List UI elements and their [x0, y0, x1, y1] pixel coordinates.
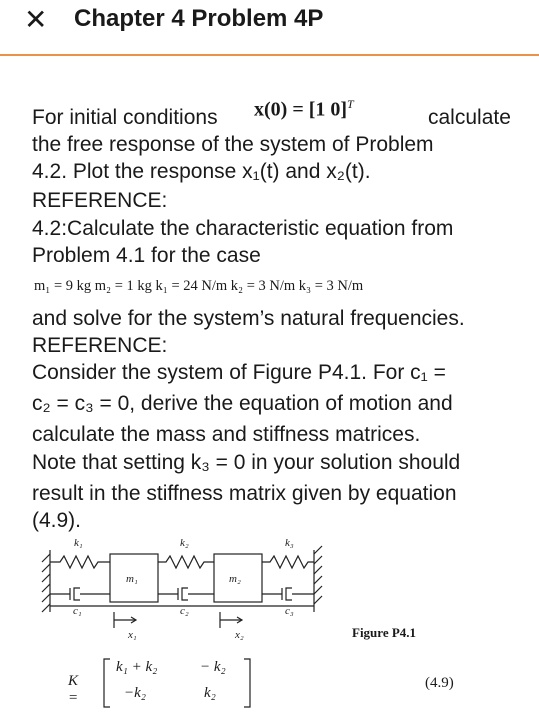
- mass-spring-damper-figure: [30, 532, 340, 644]
- damper-c3: [262, 588, 314, 600]
- reference-2-line-3: calculate the mass and stiffness matrices.: [32, 423, 421, 446]
- label-m2: m₂: [229, 573, 241, 585]
- parameter-values: m₁ = 9 kg m₂ = 1 kg k₁ = 24 N/m k₂ = 3 N/m k₃ = 3 N/m: [34, 278, 364, 294]
- label-k3: k₃: [285, 537, 294, 549]
- matrix-a22: k₂: [204, 685, 216, 701]
- reference-heading-1: REFERENCE:: [32, 189, 168, 212]
- label-c2: c₂: [180, 605, 189, 617]
- reference-2-line-1: Consider the system of Figure P4.1. For c₁ =: [32, 361, 446, 384]
- label-x1: x₁: [128, 629, 137, 641]
- reference-1-line-2: Problem 4.1 for the case: [32, 244, 261, 267]
- matrix-lhs: K =: [68, 673, 79, 706]
- header-bar: [0, 0, 539, 56]
- damper-c1: [50, 588, 110, 600]
- label-k1: k₁: [74, 537, 83, 549]
- matrix-a21: −k₂: [124, 685, 146, 701]
- close-icon[interactable]: ✕: [24, 4, 48, 35]
- after-params-line: and solve for the system’s natural frequencies.: [32, 307, 465, 330]
- damper-c2: [158, 588, 214, 600]
- reference-2-line-5: result in the stiffness matrix given by equation: [32, 482, 457, 505]
- spring-k1: [50, 556, 110, 568]
- reference-2-line-6: (4.9).: [32, 509, 82, 532]
- ic-formula-text: x(0) = [1 0]: [254, 98, 348, 121]
- problem-line-1-prefix: For initial conditions: [32, 106, 218, 129]
- reference-2-line-4: Note that setting k₃ = 0 in your solution should: [32, 451, 461, 474]
- page-title: Chapter 4 Problem 4P: [74, 5, 324, 32]
- problem-line-3: 4.2. Plot the response x₁(t) and x₂(t).: [32, 160, 371, 183]
- problem-line-2: the free response of the system of Problem: [32, 133, 434, 156]
- label-k2: k₂: [180, 537, 189, 549]
- ic-superscript: T: [347, 97, 354, 111]
- spring-k3: [262, 556, 314, 568]
- label-x2: x₂: [235, 629, 244, 641]
- reference-2-line-2: c₂ = c₃ = 0, derive the equation of motion and: [32, 392, 453, 415]
- matrix-a11: k₁ + k₂: [116, 659, 158, 675]
- equation-number: (4.9): [425, 675, 454, 691]
- problem-line-1-suffix: calculate: [428, 106, 511, 129]
- reference-1-line-1: 4.2:Calculate the characteristic equation from: [32, 217, 454, 240]
- figure-caption: Figure P4.1: [352, 625, 417, 640]
- initial-condition-formula: [254, 97, 354, 122]
- reference-heading-2: REFERENCE:: [32, 334, 168, 357]
- label-m1: m₁: [126, 573, 138, 585]
- spring-k2: [158, 556, 214, 568]
- label-c3: c₃: [285, 605, 294, 617]
- label-c1: c₁: [73, 605, 82, 617]
- matrix-a12: − k₂: [200, 659, 226, 675]
